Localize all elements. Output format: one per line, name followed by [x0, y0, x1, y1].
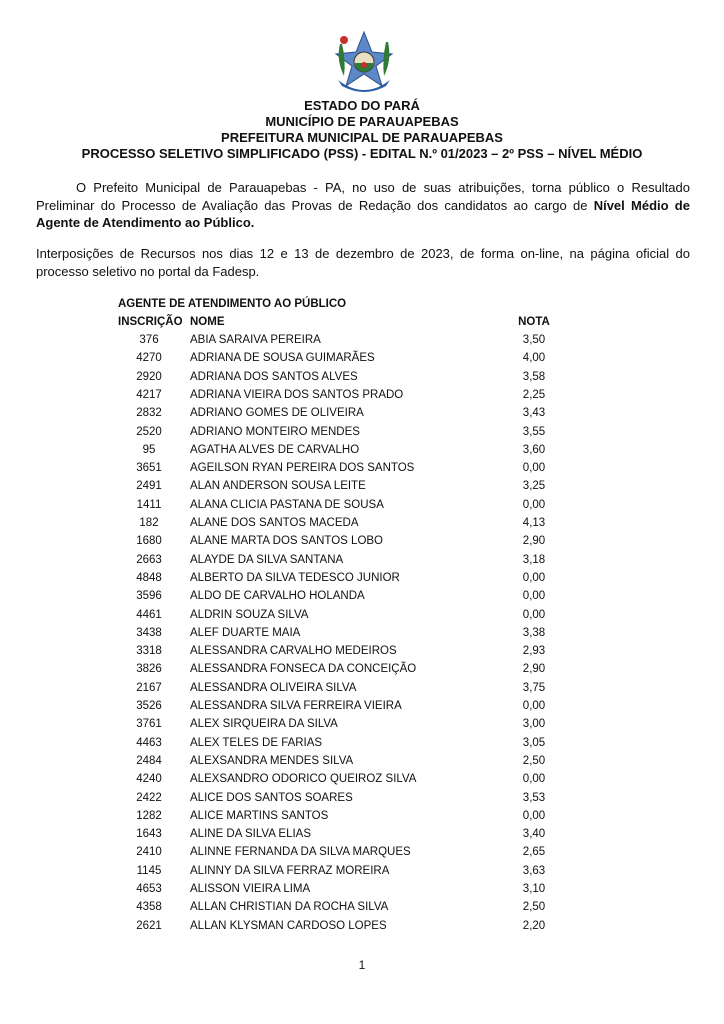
cell-inscricao: 2422: [136, 791, 162, 804]
cell-nota: 0,00: [522, 773, 546, 786]
cell-nome: ALESSANDRA OLIVEIRA SILVA: [190, 681, 357, 694]
cell-inscricao: 2520: [136, 425, 162, 438]
cell-inscricao: 2167: [136, 681, 162, 694]
cell-inscricao: 4240: [136, 773, 162, 786]
cell-nome: ALICE DOS SANTOS SOARES: [190, 791, 353, 804]
cell-nome: ALEF DUARTE MAIA: [190, 626, 301, 639]
cell-nota: 3,10: [522, 883, 546, 895]
cell-inscricao: 2410: [136, 846, 162, 859]
cell-nota: 3,60: [522, 443, 546, 456]
cell-nota: 3,38: [522, 626, 546, 639]
cell-inscricao: 4653: [136, 883, 162, 895]
cell-nota: 3,00: [522, 718, 546, 731]
cell-nota: 4,13: [522, 517, 546, 529]
cell-nome: ALICE MARTINS SANTOS: [190, 809, 329, 822]
cell-nome: ALBERTO DA SILVA TEDESCO JUNIOR: [190, 571, 400, 584]
cell-inscricao: 3318: [136, 645, 162, 658]
cell-inscricao: 2920: [136, 370, 162, 383]
cell-nota: 2,93: [522, 645, 546, 658]
cell-inscricao: 95: [142, 443, 156, 456]
cell-nome: ALEX TELES DE FARIAS: [190, 736, 323, 749]
cell-nome: AGEILSON RYAN PEREIRA DOS SANTOS: [190, 462, 415, 475]
cell-nome: ALAN ANDERSON SOUSA LEITE: [190, 480, 366, 493]
cell-nota: 3,05: [522, 736, 546, 749]
cell-nota: 0,00: [522, 608, 546, 621]
cell-nome: ALLAN CHRISTIAN DA ROCHA SILVA: [190, 901, 389, 914]
cell-nota: 3,75: [522, 681, 546, 694]
cell-nome: ALAYDE DA SILVA SANTANA: [190, 553, 344, 566]
section-title: AGENTE DE ATENDIMENTO AO PÚBLICO: [118, 298, 347, 310]
cell-inscricao: 2832: [136, 407, 162, 420]
cell-nome: ALDRIN SOUZA SILVA: [190, 608, 309, 621]
cell-nota: 2,50: [522, 754, 546, 767]
cell-nota: 0,00: [522, 590, 546, 603]
cell-nome: ALINNY DA SILVA FERRAZ MOREIRA: [190, 864, 390, 877]
cell-inscricao: 1282: [136, 809, 162, 822]
cell-nota: 3,58: [522, 370, 546, 383]
cell-inscricao: 182: [139, 517, 159, 529]
cell-nome: ALEX SIRQUEIRA DA SILVA: [190, 718, 338, 731]
cell-nome: ADRIANA DE SOUSA GUIMARÃES: [190, 352, 375, 365]
column-header-inscricao: INSCRIÇÃO: [118, 316, 183, 328]
cell-nota: 2,25: [522, 388, 546, 401]
cell-nome: ALESSANDRA SILVA FERREIRA VIEIRA: [190, 700, 402, 712]
cell-nome: ALESSANDRA FONSECA DA CONCEIÇÃO: [190, 663, 417, 676]
cell-nota: 3,55: [522, 425, 546, 438]
cell-nome: ADRIANA VIEIRA DOS SANTOS PRADO: [190, 388, 404, 401]
cell-inscricao: 3826: [136, 663, 162, 676]
cell-inscricao: 4270: [136, 352, 162, 365]
cell-nome: ALANA CLICIA PASTANA DE SOUSA: [190, 498, 384, 511]
cell-inscricao: 2484: [136, 754, 162, 767]
cell-nota: 0,00: [522, 571, 546, 584]
cell-nota: 3,63: [522, 864, 546, 877]
cell-nome: ALEXSANDRO ODORICO QUEIROZ SILVA: [190, 773, 417, 786]
cell-nota: 3,50: [522, 334, 546, 346]
cell-inscricao: 2621: [136, 919, 162, 932]
cell-nome: ADRIANA DOS SANTOS ALVES: [190, 370, 358, 383]
cell-nota: 4,00: [522, 352, 546, 365]
cell-nota: 0,00: [522, 498, 546, 511]
cell-nome: ADRIANO MONTEIRO MENDES: [190, 425, 360, 438]
cell-nota: 2,20: [522, 919, 546, 932]
cell-nome: ALINNE FERNANDA DA SILVA MARQUES: [190, 846, 411, 859]
document-header: [0, 98, 724, 162]
cell-nota: 2,90: [522, 535, 546, 548]
header-process-title: PROCESSO SELETIVO SIMPLIFICADO (PSS) - EDITAL N.º 01/2023 – 2º PSS – NÍVEL MÉDIO: [81, 146, 643, 161]
cell-nome: ALDO DE CARVALHO HOLANDA: [190, 590, 365, 603]
cell-nota: 0,00: [522, 700, 546, 712]
cell-inscricao: 4358: [136, 901, 162, 914]
intro-paragraph: [36, 179, 690, 232]
cell-nome: ALINE DA SILVA ELIAS: [190, 828, 312, 841]
cell-inscricao: 3526: [136, 700, 162, 712]
cell-nota: 2,65: [522, 846, 546, 859]
cell-inscricao: 4217: [136, 388, 162, 401]
cell-nota: 3,40: [522, 828, 546, 841]
municipal-crest-logo: [332, 30, 396, 96]
cell-inscricao: 3761: [136, 718, 162, 731]
cell-inscricao: 1680: [136, 535, 162, 548]
cell-inscricao: 1411: [136, 498, 162, 511]
header-prefecture: PREFEITURA MUNICIPAL DE PARAUAPEBAS: [221, 130, 503, 145]
cell-inscricao: 4463: [136, 736, 162, 749]
cell-nota: 3,53: [522, 791, 546, 804]
appeal-notice: Interposições de Recursos nos dias 12 e 13 de dezembro de 2023, de forma on-line, na página oficial do processo seletivo no portal da Fadesp.: [36, 246, 690, 279]
cell-nome: ALISSON VIEIRA LIMA: [190, 883, 311, 895]
cell-inscricao: 2663: [136, 553, 162, 566]
cell-nome: ADRIANO GOMES DE OLIVEIRA: [190, 407, 364, 420]
cell-inscricao: 4848: [136, 571, 162, 584]
cell-nome: ALANE DOS SANTOS MACEDA: [190, 517, 359, 529]
cell-inscricao: 2491: [136, 480, 162, 493]
page-number: 1: [358, 958, 366, 972]
cell-nota: 2,90: [522, 663, 546, 676]
cell-inscricao: 3438: [136, 626, 162, 639]
cell-inscricao: 3651: [136, 462, 162, 475]
column-header-nota: NOTA: [518, 316, 550, 328]
cell-nome: ALLAN KLYSMAN CARDOSO LOPES: [190, 919, 387, 932]
cell-nota: 3,25: [522, 480, 546, 493]
cell-nota: 3,43: [522, 407, 546, 420]
cell-inscricao: 3596: [136, 590, 162, 603]
cell-nome: ALANE MARTA DOS SANTOS LOBO: [190, 535, 384, 548]
cell-inscricao: 376: [139, 334, 159, 346]
cell-nota: 0,00: [522, 462, 546, 475]
cell-nome: AGATHA ALVES DE CARVALHO: [190, 443, 360, 456]
cell-inscricao: 1145: [136, 864, 162, 877]
cell-inscricao: 1643: [136, 828, 162, 841]
cell-nome: ABIA SARAIVA PEREIRA: [190, 334, 321, 346]
intro-bold: Nível Médio de Agente de Atendimento ao Público.: [36, 197, 690, 230]
column-header-nome: NOME: [190, 316, 225, 328]
header-municipality: MUNICÍPIO DE PARAUAPEBAS: [265, 114, 459, 129]
cell-nota: 0,00: [522, 809, 546, 822]
cell-nome: ALESSANDRA CARVALHO MEDEIROS: [190, 645, 397, 658]
cell-inscricao: 4461: [136, 608, 162, 621]
header-state: ESTADO DO PARÁ: [304, 98, 420, 113]
cell-nome: ALEXSANDRA MENDES SILVA: [190, 754, 354, 767]
intro-text: O Prefeito Municipal de Parauapebas - PA, no uso de suas atribuições, torna público o Resultado Preliminar do Processo de Avaliação das Provas de Redação dos candidatos ao cargo de: [36, 180, 690, 213]
cell-nota: 2,50: [522, 901, 546, 914]
cell-nota: 3,18: [522, 553, 546, 566]
